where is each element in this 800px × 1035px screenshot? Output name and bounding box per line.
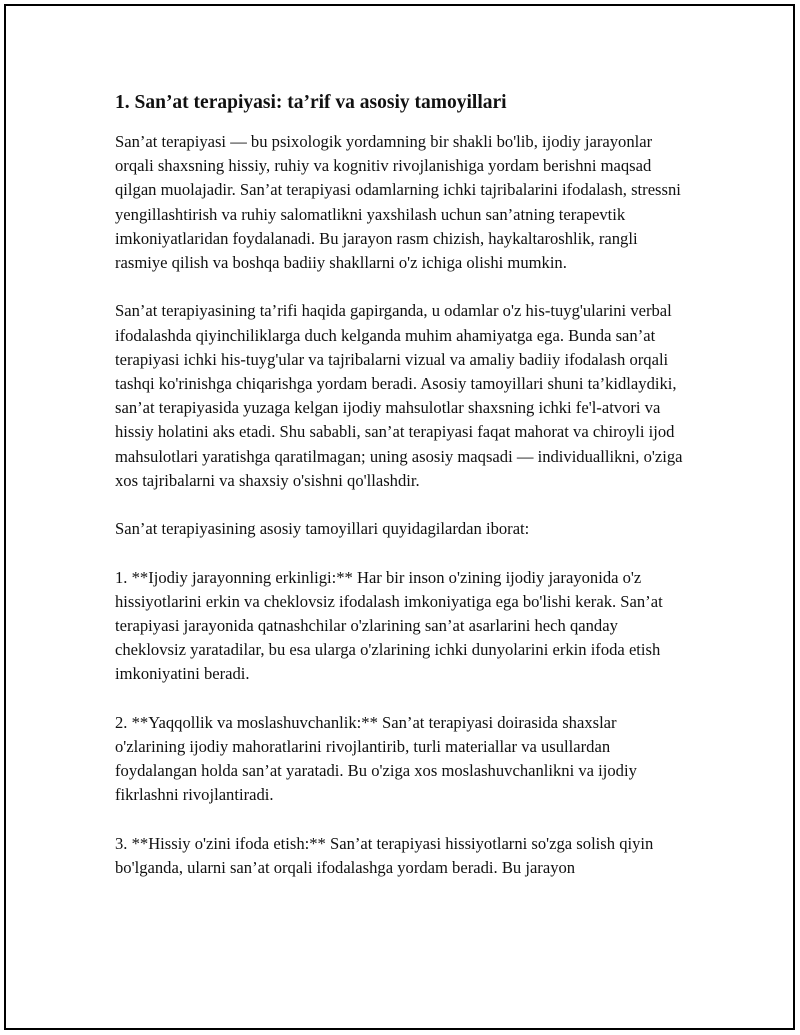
document-body	[115, 90, 690, 904]
paragraph-importance: San’at terapiyasining ta’rifi haqida gapirganda, u odamlar o'z his-tuyg'ularini verbal ifodalashda qiyinchiliklarga duch kelganda muhim ahamiyatga ega. Bunda san’at terapiyasi ichki his-tuyg'ular va tajribalarni vizual va amaliy badiiy ifodalash orqali tashqi ko'rinishga chiqarishga yordam beradi. Asosiy tamoyillari shuni ta’kidlaydiki, san’at terapiyasida yuzaga kelgan ijodiy mahsulotlar shaxsning ichki fe'l-atvori va hissiy holatini aks etadi. Shu sababli, san’at terapiyasi faqat mahorat va chiroyli ijod mahsulotlari yaratishga qaratilmagan; uning asosiy maqsadi — individuallikni, o'ziga xos tajribalarni va shaxsiy o'sishni qo'llashdir.	[115, 301, 683, 490]
principle-item-3: 3. **Hissiy o'zini ifoda etish:** San’at terapiyasi hissiyotlarni so'zga solish qiyin bo'lganda, ularni san’at orqali ifodalashga yordam beradi. Bu jarayon	[115, 833, 654, 878]
paragraph-principles-intro: San’at terapiyasining asosiy tamoyillari quyidagilardan iborat:	[115, 519, 530, 539]
principle-item-2: 2. **Yaqqollik va moslashuvchanlik:** San’at terapiyasi doirasida shaxslar o'zlarining ijodiy mahoratlarini rivojlantirib, turli materiallar va usullardan foydalangan holda san’at yaratadi. Bu o'ziga xos moslashuvchanlikni va ijodiy fikrlashni rivojlantiradi.	[115, 712, 637, 805]
principle-item-1: 1. **Ijodiy jarayonning erkinligi:** Har bir inson o'zining ijodiy jarayonida o'z hissiyotlarini erkin va cheklovsiz ifodalash imkoniyatiga ega bo'lishi kerak. San’at terapiyasi jarayonida qatnashchilar o'zlarining san’at asarlarini hech qanday cheklovsiz yaratadilar, bu esa ularga o'zlarining ichki dunyolarini erkin ifoda etish imkoniyatini beradi.	[115, 567, 663, 684]
section-title: 1. San’at terapiyasi: ta’rif va asosiy tamoyillari	[115, 92, 507, 113]
paragraph-definition: San’at terapiyasi — bu psixologik yordamning bir shakli bo'lib, ijodiy jarayonlar orqali shaxsning hissiy, ruhiy va kognitiv rivojlanishiga yordam berishni maqsad qilgan muolajadir. San’at terapiyasi odamlarning ichki tajribalarini ifodalash, stressni yengillashtirish va ruhiy salomatlikni yaxshilash uchun san’atning terapevtik imkoniyatlaridan foydalanadi. Bu jarayon rasm chizish, haykaltaroshlik, rangli rasmiye qilish va boshqa badiiy shakllarni o'z ichiga olishi mumkin.	[115, 132, 681, 273]
